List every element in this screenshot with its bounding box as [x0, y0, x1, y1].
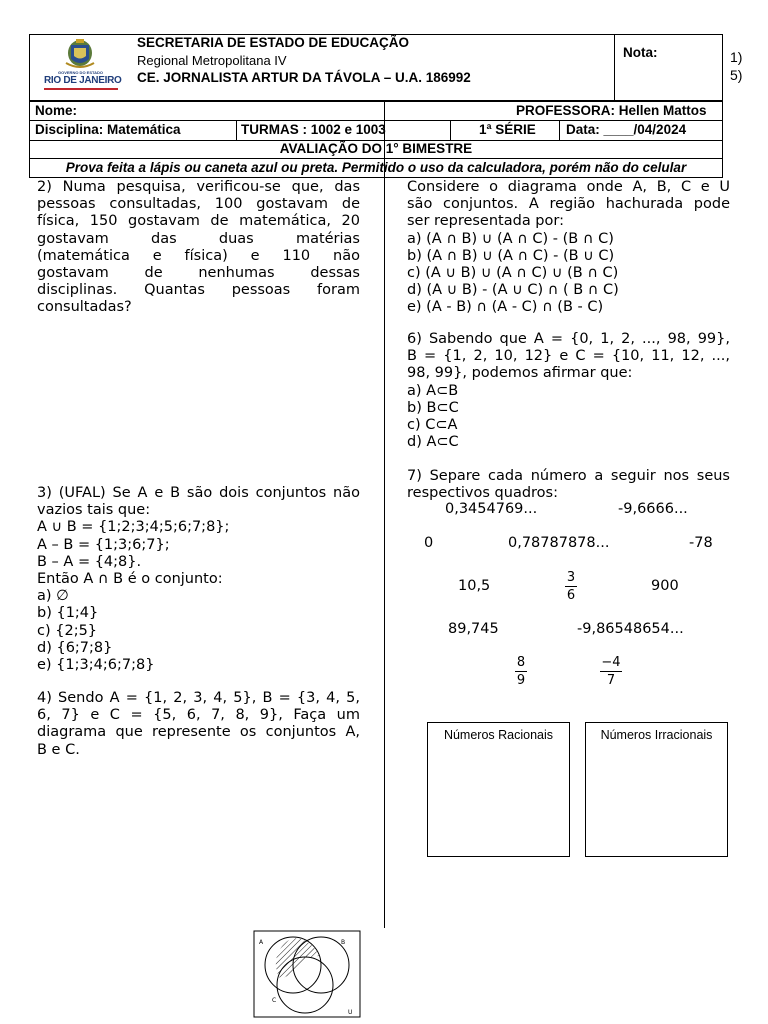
q6-line: B = {1, 2, 10, 12} e C = {10, 11, 12, ...,	[407, 348, 730, 365]
irracionais-box[interactable]	[585, 722, 728, 857]
fraction-numerator: 8	[516, 655, 526, 670]
q2-line: 2) Numa pesquisa, verificou-se que, das	[37, 179, 360, 195]
turmas-label: TURMAS : 1002 e 1003	[241, 122, 386, 137]
number-item: -9,6666...	[618, 501, 688, 517]
q6-option-c: c) C⊂A	[407, 417, 458, 434]
q6-line: 6) Sabendo que A = {0, 1, 2, ..., 98, 99},	[407, 331, 730, 347]
table-row-line-1	[29, 120, 723, 121]
q3-line: A – B = {1;3;6;7};	[37, 536, 170, 553]
q5-option-b: b) (A ∩ B) ∪ (A ∩ C) - (B ∪ C)	[407, 247, 615, 264]
school-name: CE. JORNALISTA ARTUR DA TÁVOLA – U.A. 186992	[137, 70, 471, 85]
fraction-bar	[600, 671, 622, 672]
q6-option-d: d) A⊂C	[407, 434, 459, 451]
question-2	[37, 179, 360, 317]
q3-line: B – A = {4;8}.	[37, 553, 142, 570]
q4-line: 4) Sendo A = {1, 2, 3, 4, 5}, B = {3, 4, 5,	[37, 690, 360, 706]
table-col-line-2	[450, 120, 451, 140]
q7-line: respectivos quadros:	[407, 485, 558, 502]
racionais-box-title: Números Racionais	[443, 728, 554, 742]
q3-line: 3) (UFAL) Se A e B são dois conjuntos não	[37, 485, 360, 501]
number-item: -78	[689, 535, 713, 551]
disciplina-label: Disciplina: Matemática	[35, 122, 181, 137]
fraction-denominator: 9	[516, 673, 526, 688]
nota-divider	[614, 34, 615, 101]
question-7	[407, 468, 730, 502]
logo-red-line	[44, 88, 118, 90]
q4-line: diagrama que represente os conjuntos A,	[37, 724, 360, 741]
q2-line: disciplinas. Quantas pessoas foram	[37, 282, 360, 299]
question-4	[37, 690, 360, 759]
data-field[interactable]: Data: ____/04/2024	[566, 122, 687, 137]
q5-line: são conjuntos. A região hachurada pode	[407, 196, 730, 213]
question-5	[407, 179, 730, 317]
fraction-bar	[565, 586, 577, 587]
fraction-denominator: 7	[606, 673, 616, 688]
fraction-3-6	[565, 570, 577, 603]
q3-option-d: d) {6;7;8}	[37, 639, 113, 656]
column-divider	[384, 101, 385, 928]
q5-option-a: a) (A ∩ B) ∪ (A ∩ C) - (B ∩ C)	[407, 230, 614, 247]
q5-line: Considere o diagrama onde A, B, C e U	[407, 179, 730, 195]
number-item: 0,3454769...	[445, 501, 538, 517]
q2-line: gostavam das duas matérias	[37, 230, 360, 247]
table-col-line-1	[236, 120, 237, 140]
q6-line: 98, 99}, podemos afirmar que:	[407, 365, 633, 382]
q2-line: (matemática e física) e 110 não	[37, 247, 360, 264]
q6-option-b: b) B⊂C	[407, 399, 459, 416]
number-item: 10,5	[458, 578, 491, 594]
fraction-numerator: 3	[566, 570, 576, 585]
table-col-line-3	[559, 120, 560, 140]
instructions-text: Prova feita a lápis ou caneta azul ou preta. Permitido o uso da calculadora, porém não do celular	[65, 160, 687, 175]
fraction-minus-4-7	[600, 655, 622, 688]
irracionais-box-title: Números Irracionais	[600, 728, 713, 742]
q2-line: física, 150 gostavam de matemática, 20	[37, 213, 360, 230]
regional-label: Regional Metropolitana IV	[137, 53, 287, 68]
q2-last-line: consultadas?	[37, 299, 132, 316]
q2-line: pessoas consultadas, 100 gostavam de	[37, 196, 360, 213]
logo-text: RIO DE JANEIRO	[44, 75, 122, 86]
fraction-denominator: 6	[566, 588, 576, 603]
number-item: 900	[651, 578, 679, 594]
fraction-numerator: −4	[601, 655, 621, 670]
margin-number-5: 5)	[730, 67, 743, 83]
number-item: 89,745	[448, 621, 499, 637]
venn-label-c: C	[272, 997, 277, 1004]
serie-label: 1ª SÉRIE	[479, 122, 536, 137]
q5-option-e: e) (A - B) ∩ (A - C) ∩ (B - C)	[407, 299, 604, 316]
q5-option-c: c) (A ∪ B) ∪ (A ∩ C) ∪ (B ∩ C)	[407, 265, 619, 282]
fraction-8-9	[515, 655, 527, 688]
q5-option-d: d) (A ∪ B) - (A ∪ C) ∩ ( B ∩ C)	[407, 282, 619, 299]
number-item: 0,78787878...	[508, 535, 610, 551]
q5-line: ser representada por:	[407, 213, 564, 230]
question-3	[37, 485, 360, 674]
q3-line: A ∪ B = {1;2;3;4;5;6;7;8};	[37, 519, 230, 536]
q3-option-a: a) ∅	[37, 588, 69, 605]
table-row-line-3	[29, 158, 723, 159]
venn-diagram	[253, 930, 361, 1018]
venn-label-a: A	[259, 939, 264, 946]
fraction-bar	[515, 671, 527, 672]
racionais-box[interactable]	[427, 722, 570, 857]
venn-label-b: B	[341, 939, 346, 946]
number-item: 0	[424, 535, 434, 551]
question-6	[407, 331, 730, 451]
state-logo	[44, 37, 120, 93]
q6-option-a: a) A⊂B	[407, 382, 459, 399]
q3-option-b: b) {1;4}	[37, 605, 99, 622]
margin-number-1: 1)	[730, 49, 743, 65]
q3-option-e: e) {1;3;4;6;7;8}	[37, 657, 155, 674]
professora-label: PROFESSORA: Hellen Mattos	[516, 103, 707, 118]
q3-option-c: c) {2;5}	[37, 622, 98, 639]
q3-line: vazios tais que:	[37, 502, 151, 519]
number-item: -9,86548654...	[577, 621, 684, 637]
venn-label-u: U	[348, 1009, 353, 1016]
q4-last-line: B e C.	[37, 741, 80, 758]
q3-line: Então A ∩ B é o conjunto:	[37, 571, 223, 588]
q2-line: gostavam de nenhumas dessas	[37, 265, 360, 282]
logo-gov-text: GOVERNO DO ESTADO	[58, 70, 104, 75]
q7-line: 7) Separe cada número a seguir nos seus	[407, 468, 730, 484]
venn-circle-c	[277, 957, 333, 1013]
secretaria-title: SECRETARIA DE ESTADO DE EDUCAÇÃO	[137, 35, 410, 50]
q4-line: 6, 7} e C = {5, 6, 7, 8, 9}, Faça um	[37, 707, 360, 724]
nome-field[interactable]: Nome:	[35, 103, 78, 118]
avaliacao-title: AVALIAÇÃO DO 1° BIMESTRE	[279, 141, 473, 156]
nota-label: Nota:	[623, 45, 658, 60]
